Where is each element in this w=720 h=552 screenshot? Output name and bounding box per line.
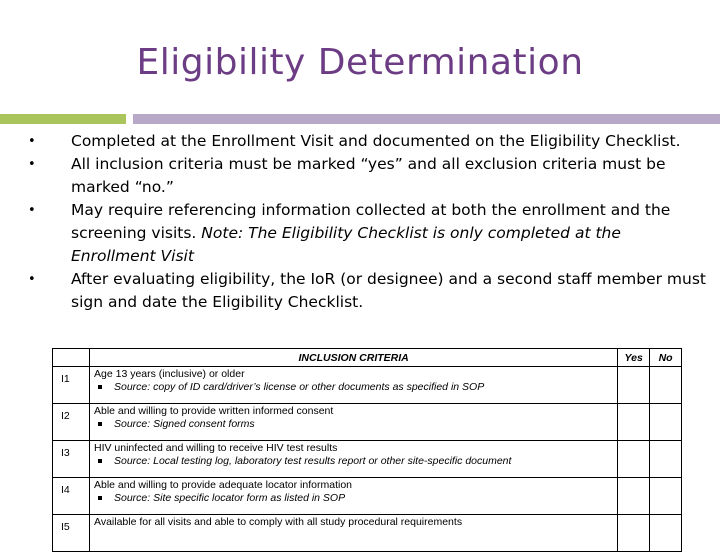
bullet-square-icon bbox=[98, 496, 102, 500]
bullet-square-icon bbox=[98, 385, 102, 389]
bullet-text: All inclusion criteria must be marked “yes” and all exclusion criteria must be marked “no.” bbox=[71, 155, 666, 196]
bullet-list bbox=[28, 130, 708, 314]
table-row bbox=[53, 404, 682, 441]
criterion-cell bbox=[90, 515, 618, 552]
no-cell bbox=[650, 441, 682, 478]
criterion-source bbox=[94, 455, 613, 468]
criterion-text: Available for all visits and able to comply with all study procedural requirements bbox=[94, 516, 463, 528]
slide-title: Eligibility Determination bbox=[136, 42, 584, 83]
table-header-row bbox=[53, 349, 682, 367]
criterion-text: Able and willing to provide written informed consent bbox=[94, 405, 334, 417]
criterion-id: I2 bbox=[53, 404, 90, 441]
table-row bbox=[53, 478, 682, 515]
criterion-cell bbox=[90, 367, 618, 404]
no-cell bbox=[650, 404, 682, 441]
header-criteria: INCLUSION CRITERIA bbox=[90, 349, 618, 367]
criterion-id: I1 bbox=[53, 367, 90, 404]
bullet-icon: • bbox=[28, 157, 36, 172]
bullet-text: May require referencing information collected at both the enrollment and the screening visits. bbox=[71, 201, 671, 242]
criterion-text: Able and willing to provide adequate locator information bbox=[94, 479, 352, 491]
no-cell bbox=[650, 478, 682, 515]
bullet-item bbox=[28, 199, 708, 268]
header-no: No bbox=[650, 349, 682, 367]
criterion-source-text: Source: Local testing log, laboratory test results report or other site-specific document bbox=[114, 455, 512, 467]
title-rule bbox=[133, 114, 720, 124]
bullet-icon: • bbox=[28, 272, 36, 287]
no-cell bbox=[650, 515, 682, 552]
criterion-cell bbox=[90, 441, 618, 478]
header-yes: Yes bbox=[618, 349, 650, 367]
table-row bbox=[53, 441, 682, 478]
yes-cell bbox=[618, 515, 650, 552]
criterion-source-text: Source: Site specific locator form as listed in SOP bbox=[114, 492, 346, 504]
bullet-icon: • bbox=[28, 134, 36, 149]
header-id-cell bbox=[53, 349, 90, 367]
criterion-cell bbox=[90, 404, 618, 441]
bullet-icon: • bbox=[28, 203, 36, 218]
inclusion-criteria-table bbox=[52, 348, 682, 552]
criterion-source bbox=[94, 418, 613, 431]
criterion-text: HIV uninfected and willing to receive HIV test results bbox=[94, 442, 338, 454]
bullet-item bbox=[28, 153, 708, 199]
table-row bbox=[53, 367, 682, 404]
inclusion-criteria-table-image bbox=[52, 348, 682, 533]
table-row bbox=[53, 515, 682, 552]
criterion-source-text: Source: copy of ID card/driver’s license or other documents as specified in SOP bbox=[114, 381, 485, 393]
bullet-text: After evaluating eligibility, the IoR (or designee) and a second staff member must sign and date the Eligibility Checklist. bbox=[71, 270, 706, 311]
yes-cell bbox=[618, 367, 650, 404]
bullet-note: Note: The Eligibility Checklist is only completed at the Enrollment Visit bbox=[71, 224, 621, 265]
criterion-id: I5 bbox=[53, 515, 90, 552]
no-cell bbox=[650, 367, 682, 404]
criterion-source bbox=[94, 381, 613, 394]
bullet-item bbox=[28, 130, 708, 153]
bullet-item bbox=[28, 268, 708, 314]
criterion-cell bbox=[90, 478, 618, 515]
title-rule-accent bbox=[0, 114, 126, 124]
bullet-square-icon bbox=[98, 422, 102, 426]
bullet-square-icon bbox=[98, 459, 102, 463]
criterion-source bbox=[94, 492, 613, 505]
criterion-id: I3 bbox=[53, 441, 90, 478]
criterion-id: I4 bbox=[53, 478, 90, 515]
bullet-text: Completed at the Enrollment Visit and documented on the Eligibility Checklist. bbox=[71, 132, 681, 150]
criterion-source-text: Source: Signed consent forms bbox=[114, 418, 255, 430]
yes-cell bbox=[618, 441, 650, 478]
yes-cell bbox=[618, 478, 650, 515]
yes-cell bbox=[618, 404, 650, 441]
criterion-text: Age 13 years (inclusive) or older bbox=[94, 368, 245, 380]
